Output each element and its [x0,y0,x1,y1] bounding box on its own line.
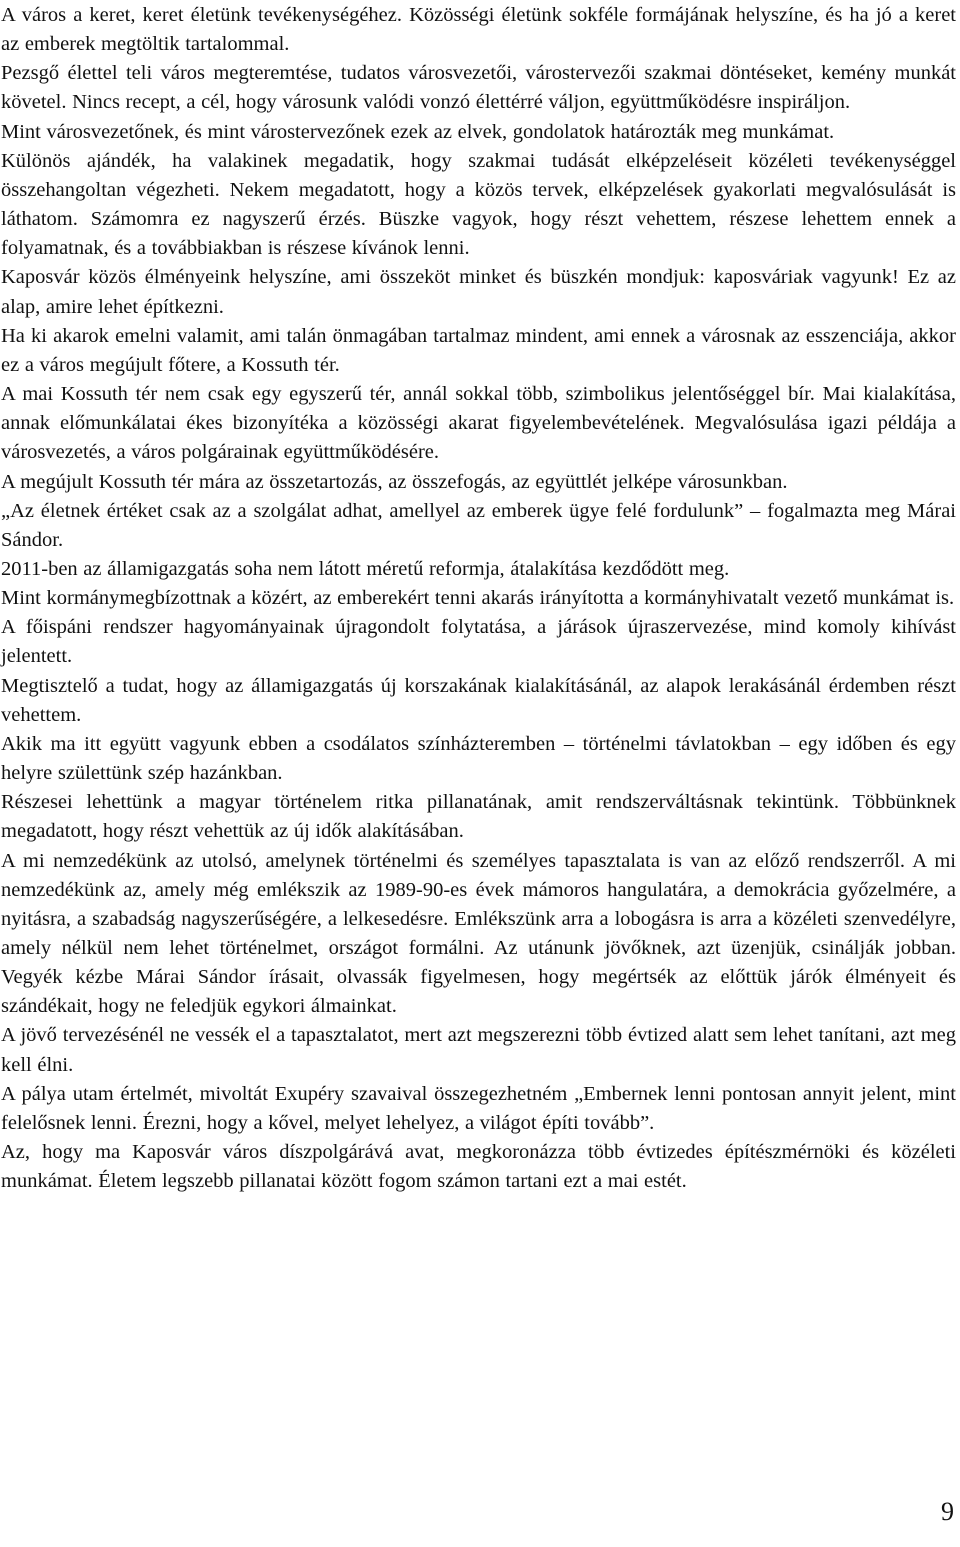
paragraph: Különös ajándék, ha valakinek megadatik, hogy szakmai tudását elképzeléseit közéleti tevékenységgel összehangoltan végezheti. Nekem megadatott, hogy a közös tervek, elképzelések gyakorlati megvalósulását is láthatom. Számomra ez nagyszerű érzés. Büszke vagyok, hogy részt vehettem, részese lehettem ennek a folyamatnak, és a továbbiakban is részese kívánok lenni. [1,149,956,260]
paragraph: Megtisztelő a tudat, hogy az államigazgatás új korszakának kialakításánál, az alapok lerakásánál érdemben részt vehettem. [1,674,956,726]
paragraph: A mi nemzedékünk az utolsó, amelynek történelmi és személyes tapasztalata is van az előző rendszerről. A mi nemzedékünk az, amely még emlékszik az 1989-90-es évek mámoros hangulatára, a demokrácia győzelmére, a nyitásra, a szabadság nagyszerűségére, a lelkesedésre. Emlékszünk arra a lobogásra is arra a közéleti szenvedélyre, amely nélkül nem lehet történelmet, országot formálni. Az utánunk jövőknek, azt üzenjük, csinálják jobban. Vegyék kézbe Márai Sándor írásait, olvassák figyelmesen, hogy megértsék az előttük járók élményeit és szándékait, hogy ne feledjük egykori álmainkat. [1,849,956,1018]
document-body [1,1,956,1196]
paragraph: „Az életnek értéket csak az a szolgálat adhat, amellyel az emberek ügye felé fordulunk” – fogalmazta meg Márai Sándor. [1,499,956,551]
paragraph: A jövő tervezésénél ne vessék el a tapasztalatot, mert azt megszerezni több évtized alatt sem lehet tanítani, azt meg kell élni. [1,1024,956,1076]
paragraph: Akik ma itt együtt vagyunk ebben a csodálatos színházteremben – történelmi távlatokban – egy időben és egy helyre születtünk szép hazánkban. [1,732,956,785]
paragraph: Mint városvezetőnek, és mint várostervezőnek ezek az elvek, gondolatok határozták meg munkámat. [1,120,835,143]
paragraph: A város a keret, keret életünk tevékenységéhez. Közösségi életünk sokféle formájának helyszíne, és ha jó a keret az emberek megtöltik tartalommal. [1,4,956,56]
paragraph: A pálya utam értelmét, mivoltát Exupéry szavaival összegezhetném „Embernek lenni pontosan annyit jelent, mint felelősnek lenni. Érezni, hogy a kővel, melyet lehelyez, a világot építi tovább”. [1,1082,956,1134]
page-number: 9 [941,1497,954,1526]
paragraph: Ha ki akarok emelni valamit, ami talán önmagában tartalmaz mindent, ami ennek a városnak az esszenciája, akkor ez a város megújult főtere, a Kossuth tér. [1,324,956,376]
paragraph: Pezsgő élettel teli város megteremtése, tudatos városvezetői, várostervezői szakmai döntéseket, kemény munkát követel. Nincs recept, a cél, hogy városunk valódi vonzó élettérré váljon, együttműködésre inspiráljon. [1,62,956,114]
paragraph: Részesei lehettünk a magyar történelem ritka pillanatának, amit rendszerváltásnak tekintünk. Többünknek megadatott, hogy részt vehettük az új idők alakításában. [1,791,956,843]
paragraph: Mint kormánymegbízottnak a közért, az emberekért tenni akarás irányította a kormányhivatalt vezető munkámat is. [1,587,955,610]
paragraph: 2011-ben az államigazgatás soha nem látott méretű reformja, átalakítása kezdődött meg. [1,557,730,580]
paragraph: A főispáni rendszer hagyományainak újragondolt folytatása, a járások újraszervezése, mind komoly kihívást jelentett. [1,616,956,668]
paragraph: A megújult Kossuth tér mára az összetartozás, az összefogás, az együttlét jelképe városunkban. [1,470,788,493]
paragraph: Kaposvár közös élményeink helyszíne, ami összeköt minket és büszkén mondjuk: kaposváriak vagyunk! Ez az alap, amire lehet építkezni. [1,266,956,318]
paragraph: A mai Kossuth tér nem csak egy egyszerű tér, annál sokkal több, szimbolikus jelentőséggel bír. Mai kialakítása, annak előmunkálatai ékes bizonyítéka a közösségi akarat figyelembevételének. Megvalósulása igazi példája a városvezetés, a város polgárainak együttműködésére. [1,383,956,464]
paragraph: Az, hogy ma Kaposvár város díszpolgárává avat, megkoronázza több évtizedes építészmérnöki és közéleti munkámat. Életem legszebb pillanatai között fogom számon tartani ezt a mai estét. [1,1141,956,1193]
